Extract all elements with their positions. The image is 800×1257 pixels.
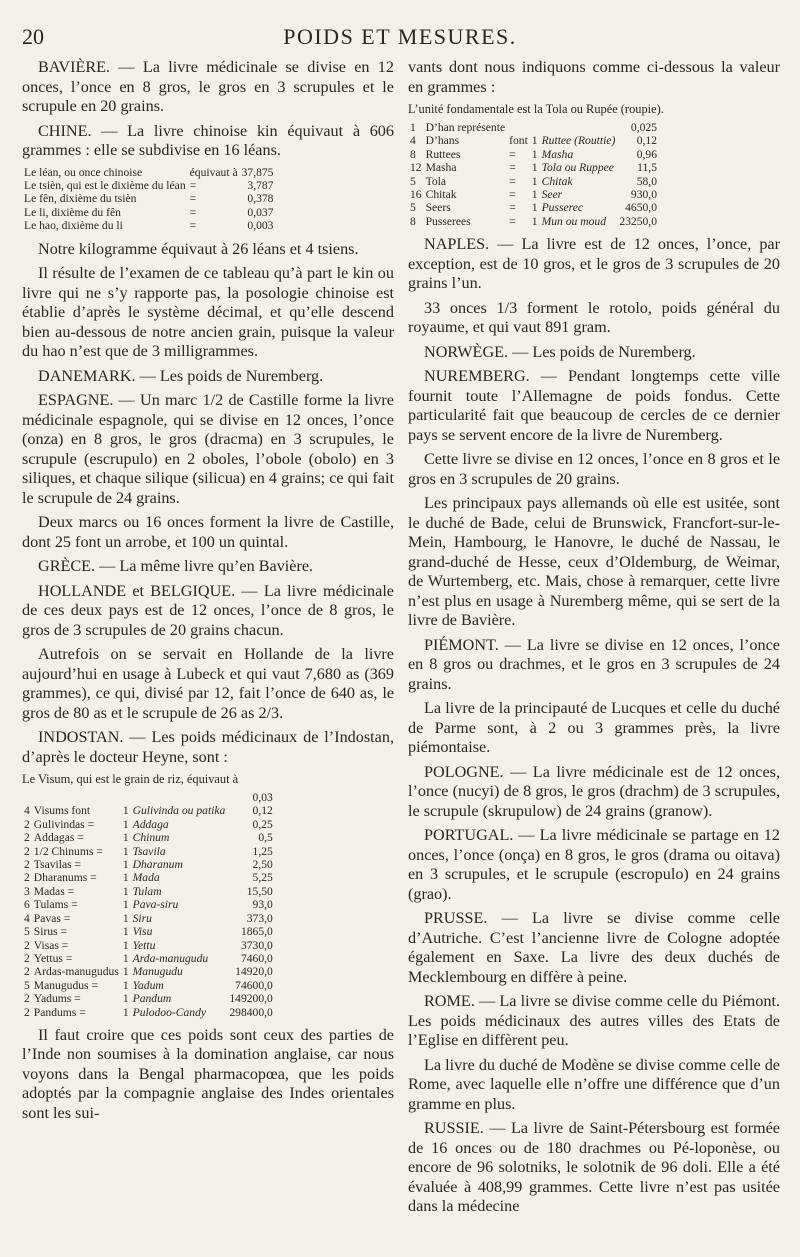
table-cell: 1,25: [252, 844, 273, 858]
table-cell: 930,0: [630, 188, 657, 202]
table-cell: Pulodoo-Candy: [132, 1005, 207, 1019]
paragraph: Il faut croire que ces poids sont ceux des parties de l’Inde non soumises à la domination anglaise, car nous voyons dans la Bengal pharmacopœa, que les poids adoptés par la compagnie anglaise des Indes orientales sont les sui-: [22, 1025, 394, 1122]
table-cell: Le tsièn, qui est le dixième du léan: [24, 178, 186, 192]
table-cell: Arda-manugudu: [132, 951, 209, 965]
table-cell: [22, 791, 32, 804]
table-cell: 0,378: [247, 192, 274, 206]
table-cell: 2: [24, 817, 30, 831]
table-cell: [22, 206, 188, 219]
table-cell: 2: [24, 951, 30, 965]
page-number: 20: [22, 24, 44, 49]
table-cell: Pavas =: [33, 911, 71, 925]
table-row: [22, 912, 275, 925]
table-cell: 1: [122, 858, 129, 872]
table-cell: 5,25: [252, 871, 273, 885]
table-cell: =: [509, 147, 516, 161]
table-row: [22, 979, 275, 992]
paragraph: INDOSTAN. — Les poids médicinaux de l’Indostan, d’après le docteur Heyne, sont :: [22, 728, 394, 766]
table-cell: 373,0: [246, 911, 273, 925]
table-row: [22, 898, 275, 911]
table-cell: Masha: [541, 147, 574, 161]
table-cell-part: Le fên,: [24, 192, 57, 206]
table-cell: Manugudu: [132, 965, 183, 979]
paragraph: Les principaux pays allemands où elle est usitée, sont le duché de Bade, celui de Brunswick, Francfort-sur-le-Mein, Hambourg, le Hanovre, le duché de Nassau, le grand-duché de Hesse, ceux d’Oldemburg, de Weimar, de Wurtemberg, etc. Mais, chose à remarquer, cette livre n’est plus en usage à Nuremberg même, qui se sert de la livre de Bavière.: [408, 494, 780, 630]
table-cell: 149200,0: [229, 992, 273, 1006]
table-cell: 2,50: [252, 858, 273, 872]
table-cell-part: Le hao,: [24, 219, 59, 233]
table-cell: Dharanum: [132, 858, 183, 872]
table-cell: Tsavilas =: [33, 858, 82, 872]
table-cell: 16: [410, 188, 422, 202]
table-cell: Ruttee (Routtie): [541, 134, 616, 148]
table-cell: [131, 791, 228, 804]
paragraph: PIÉMONT. — La livre se divise en 12 onces, l’once en 8 gros ou drachmes, et le gros en 3 scrupules de 24 grains.: [408, 635, 780, 693]
paragraph: NUREMBERG. — Pendant longtemps cette ville fournit toute l’Allemagne de poids fondus. Cette particularité fait que beaucoup de cercles de ce dernier pays se servent encore de la livre de Nuremberg.: [408, 367, 780, 444]
table-cell: 5: [410, 201, 416, 215]
table-cell: Pusserec: [541, 201, 584, 215]
table-row: [22, 831, 275, 844]
chinese-weights-table: [22, 166, 275, 233]
table-cell: 1: [122, 938, 129, 952]
table-row: [22, 219, 275, 232]
paragraph: BAVIÈRE. — La livre médicinale se divise en 12 onces, l’once en 8 gros, le gros en 3 scrupules et le scrupule en 20 grains.: [22, 58, 394, 115]
paragraph: ESPAGNE. — Un marc 1/2 de Castille forme la livre médicinale espagnole, qui se divise en 12 onces, l’once (onza) en 8 gros, le gros (dracma) en 3 scrupules, le scrupule (escrupulo) en 2 oboles, l’obole (obolo) en 3 siliques, et chaque silique (silicua) en 4 grains; ce qui fait le scrupule de 24 grains.: [22, 391, 394, 507]
table-cell: 298400,0: [229, 1005, 273, 1019]
table-cell: Visums font: [33, 804, 91, 818]
table-cell: 0,025: [630, 121, 657, 134]
table-cell: 1: [122, 965, 129, 979]
paragraph: GRÈCE. — La même livre qu’en Bavière.: [38, 557, 314, 576]
table-cell: 7460,0: [240, 951, 273, 965]
table-cell: 0,96: [636, 147, 657, 161]
table-cell: 0,5: [258, 831, 273, 845]
table-row: [408, 134, 659, 147]
table-cell: 1: [531, 214, 538, 228]
table-cell: Manugudus =: [33, 978, 98, 992]
table-cell: 4: [410, 134, 416, 148]
paragraph: Deux marcs ou 16 onces forment la livre de Castille, dont 25 font un arrobe, et 100 un quintal.: [22, 513, 394, 551]
table-cell: D’hans: [425, 134, 460, 148]
page-header: [22, 18, 778, 54]
paragraph: NAPLES. — La livre est de 12 onces, l’once, par exception, est de 10 gros, et le gros de 3 scrupules de 20 grains l’un.: [408, 235, 780, 293]
table-cell: Addagas =: [33, 831, 84, 845]
table-cell: Yettus =: [33, 951, 73, 965]
table-cell: Dharanums =: [33, 871, 97, 885]
table-cell: 2: [24, 992, 30, 1006]
table-cell-part: dixième du fên: [51, 205, 121, 219]
table-cell: 5: [24, 978, 30, 992]
paragraph: PRUSSE. — La livre se divise comme celle d’Autriche. C’est l’ancienne livre de Cologne adoptée également en Saxe. La livre des deux duchés de Mecklembourg en diffère à peine.: [408, 909, 780, 986]
table-cell: Gulivindas =: [33, 817, 95, 831]
table-cell: 93,0: [252, 898, 273, 912]
table-cell: 15,50: [246, 884, 273, 898]
table-row: [22, 939, 275, 952]
table-row: [408, 215, 659, 228]
table-cell: 0,03: [252, 791, 273, 805]
paragraph: Cette livre se divise en 12 onces, l’once en 8 gros et le gros en 3 scrupules de 20 grains.: [408, 450, 780, 488]
table-row: [22, 192, 275, 205]
table-cell: Seers: [425, 201, 451, 215]
table-cell: 58,0: [636, 174, 657, 188]
table-cell: 1: [122, 898, 129, 912]
table-cell: 1: [122, 992, 129, 1006]
table-cell: Addaga: [132, 817, 169, 831]
india-table-intro: Le Visum, qui est le grain de riz, équivaut à: [22, 772, 239, 787]
table-row: [408, 201, 659, 214]
paragraph: NORWÈGE. — Les poids de Nuremberg.: [424, 342, 696, 361]
paragraph: HOLLANDE et BELGIQUE. — La livre médicinale de ces deux pays est de 12 onces, l’once de 8 gros, le gros de 3 scrupules de 20 grains chacun.: [22, 581, 394, 639]
running-title: POIDS ET MESURES.: [283, 24, 517, 49]
table-cell: 5: [24, 925, 30, 939]
table-cell: [121, 791, 131, 804]
table-cell: 3730,0: [240, 938, 273, 952]
paragraph: Autrefois on se servait en Hollande de la livre aujourd’hui en usage à Lubeck et qui vaut 7,680 as (369 grammes), ce qui, divisé par 12, fait l’once de 640 as, le gros de 80 as et le scrupule de 26 as 2/3.: [22, 645, 394, 722]
table-row: [22, 925, 275, 938]
table-row: [22, 871, 275, 884]
paragraph: vants dont nous indiquons comme ci-dessous la valeur en grammes :: [408, 58, 780, 96]
paragraph: CHINE. — La livre chinoise kin équivaut à 606 grammes : elle se subdivise en 16 léans.: [22, 121, 394, 159]
table-cell: 2: [24, 844, 30, 858]
table-cell: 2: [24, 871, 30, 885]
table-cell: Chinum: [132, 831, 170, 845]
table-cell: 0,25: [252, 817, 273, 831]
table-cell: D’han représente: [425, 121, 506, 134]
paragraph: Notre kilogramme équivaut à 26 léans et 4 tsiens.: [38, 239, 359, 258]
table-cell: 1: [122, 831, 129, 845]
table-cell: 12: [410, 161, 422, 175]
table-cell: 1: [531, 147, 538, 161]
table-row: [22, 965, 275, 978]
table-cell: Tola ou Ruppee: [541, 161, 614, 175]
table-cell: Tulam: [132, 884, 162, 898]
paragraph: RUSSIE. — La livre de Saint-Pétersbourg est formée de 16 onces ou de 180 drachmes ou Pé-loponèse, ou encore de 96 solotniks, le solotnik de 96 doli. Elle a été évaluée à 408,99 grammes. Cette livre n’est pas usitée dans la médecine: [408, 1119, 780, 1216]
table-cell: 0,003: [247, 219, 274, 233]
table-row: [22, 952, 275, 965]
table-cell: 1: [122, 884, 129, 898]
table-cell: 1: [531, 134, 538, 148]
table-row: [22, 992, 275, 1005]
table-row: [408, 148, 659, 161]
tola-weights-table: [408, 121, 659, 228]
paragraph: La livre du duché de Modène se divise comme celle de Rome, avec laquelle elle n’offre une différence que d’un gramme en plus.: [408, 1055, 780, 1113]
table-cell: 1: [122, 951, 129, 965]
table-cell: Pandum: [132, 992, 172, 1006]
table-row: [22, 858, 275, 871]
table-cell: 0,037: [247, 205, 274, 219]
table-cell: 8: [410, 147, 416, 161]
table-cell: 1: [122, 911, 129, 925]
paragraph: PORTUGAL. — La livre médicinale se partage en 12 onces, l’once (onça) en 8 gros, le gros (drama ou oitava) en 3 scrupules, et le scrupule (escropulo) en 24 grains (grao).: [408, 826, 780, 903]
table-cell: [530, 121, 540, 134]
table-cell: Visu: [132, 925, 153, 939]
table-cell: 1: [531, 188, 538, 202]
india-weights-table: [22, 791, 275, 1019]
table-cell: 2: [24, 831, 30, 845]
table-cell: Chitak: [541, 174, 573, 188]
table-cell: Chitak: [425, 188, 457, 202]
table-cell: 4650,0: [625, 201, 657, 215]
table-cell: 2: [24, 938, 30, 952]
table-row: [408, 188, 659, 201]
table-row: [22, 1006, 275, 1019]
table-cell: Mun ou moud: [541, 214, 606, 228]
table-cell: Yadum: [132, 978, 164, 992]
table-row: [22, 845, 275, 858]
tola-table-intro: L’unité fondamentale est la Tola ou Rupée (roupie).: [408, 102, 664, 116]
table-cell: font: [509, 134, 528, 148]
table-cell: 3,787: [247, 178, 274, 192]
table-cell: 1: [122, 817, 129, 831]
table-cell: 1: [122, 844, 129, 858]
table-cell: 4: [24, 804, 30, 818]
table-cell: =: [189, 192, 197, 206]
table-cell: 1: [410, 121, 416, 134]
table-row: [22, 885, 275, 898]
table-cell: Visas =: [33, 938, 69, 952]
table-row: [408, 121, 659, 134]
table-cell: 4: [24, 911, 30, 925]
table-cell: [32, 791, 121, 804]
table-cell: Mada: [132, 871, 160, 885]
table-cell: =: [509, 201, 516, 215]
table-cell: =: [189, 219, 197, 233]
table-cell: [22, 192, 188, 205]
table-cell: 1: [122, 1005, 129, 1019]
table-cell: Sirus =: [33, 925, 68, 939]
table-cell: 3: [24, 884, 30, 898]
table-row: [22, 804, 275, 817]
table-row: [22, 791, 275, 804]
table-cell: 2: [24, 858, 30, 872]
table-cell: 1: [122, 978, 129, 992]
table-row: [22, 179, 275, 192]
table-cell: [507, 121, 530, 134]
table-cell: Yadums =: [33, 992, 81, 1006]
paragraph: POLOGNE. — La livre médicinale est de 12 onces, l’once (nucyi) de 8 gros, le gros (drachm) de 3 scrupules, le scrupule (skrupulow) de 24 grains (granow).: [408, 762, 780, 820]
paragraph: 33 onces 1/3 forment le rotolo, poids général du royaume, et qui vaut 891 gram.: [408, 298, 780, 337]
table-cell: Siru: [132, 911, 152, 925]
table-cell: Seer: [541, 188, 563, 202]
table-cell: Ruttees: [425, 147, 461, 161]
table-cell: 0,12: [636, 134, 657, 148]
table-cell-part: Le li,: [24, 205, 49, 219]
table-cell: Pava-siru: [132, 898, 179, 912]
table-cell: 1: [122, 804, 129, 818]
left-column: [22, 58, 394, 1128]
table-cell: Masha: [425, 161, 457, 175]
table-cell: 1: [122, 925, 129, 939]
table-cell: Gulivinda ou patika: [132, 804, 226, 818]
table-row: [22, 166, 275, 179]
table-cell: Madas =: [33, 884, 75, 898]
table-cell: Tola: [425, 174, 447, 188]
table-cell: 6: [24, 898, 30, 912]
table-cell: Yettu: [132, 938, 156, 952]
table-cell: Tsavila: [132, 844, 166, 858]
table-cell: 8: [410, 214, 416, 228]
table-cell-part: dixième du tsièn: [59, 192, 137, 206]
paragraph: DANEMARK. — Les poids de Nuremberg.: [38, 366, 324, 385]
table-cell: 1: [531, 161, 538, 175]
paragraph: Il résulte de l’examen de ce tableau qu’à part le kin ou livre qui ne s’y rapporte pas, la posologie chinoise est établie d’après le système décimal, et qu’elle descend bien au-dessous de notre ancien grain, puisque la valeur du hao n’est que de 3 milligrammes.: [22, 264, 394, 361]
table-cell: 23250,0: [619, 214, 657, 228]
table-cell: 1: [122, 871, 129, 885]
table-cell-part: dixième du li: [61, 219, 123, 233]
paragraph: ROME. — La livre se divise comme celle du Piémont. Les poids médicinaux des autres villes des Etats de l’Eglise en diffèrent peu.: [408, 992, 780, 1050]
table-cell: équivaut à: [189, 165, 238, 179]
table-cell: Le léan, ou once chinoise: [24, 165, 143, 179]
table-cell: =: [509, 214, 516, 228]
right-column: [408, 58, 780, 1222]
table-cell: Pandums =: [33, 1005, 86, 1019]
table-cell: 37,875: [241, 165, 274, 179]
table-cell: 11,5: [637, 161, 657, 175]
table-cell: Tulams =: [33, 898, 78, 912]
table-cell: 2: [24, 1005, 30, 1019]
table-cell: 74600,0: [235, 978, 273, 992]
table-cell: =: [509, 174, 516, 188]
table-row: [22, 818, 275, 831]
table-cell: Pusserees: [425, 214, 471, 228]
table-cell: 5: [410, 174, 416, 188]
table-cell: [540, 121, 618, 134]
table-row: [22, 206, 275, 219]
table-cell: =: [509, 161, 516, 175]
table-row: [408, 175, 659, 188]
table-cell: Ardas-manugudus: [33, 965, 119, 979]
table-cell: =: [509, 188, 516, 202]
table-cell: 14920,0: [235, 965, 273, 979]
table-cell: 1/2 Chinums =: [33, 844, 103, 858]
table-cell: 0,12: [252, 804, 273, 818]
table-cell: 1865,0: [240, 925, 273, 939]
table-cell: =: [189, 205, 197, 219]
table-cell: =: [189, 178, 197, 192]
table-row: [408, 161, 659, 174]
table-cell: [22, 219, 188, 232]
table-cell: 1: [531, 201, 538, 215]
table-cell: 1: [531, 174, 538, 188]
table-cell: 2: [24, 965, 30, 979]
paragraph: La livre de la principauté de Lucques et celle du duché de Parme sont, à 2 ou 3 grammes près, la livre piémontaise.: [408, 699, 780, 757]
